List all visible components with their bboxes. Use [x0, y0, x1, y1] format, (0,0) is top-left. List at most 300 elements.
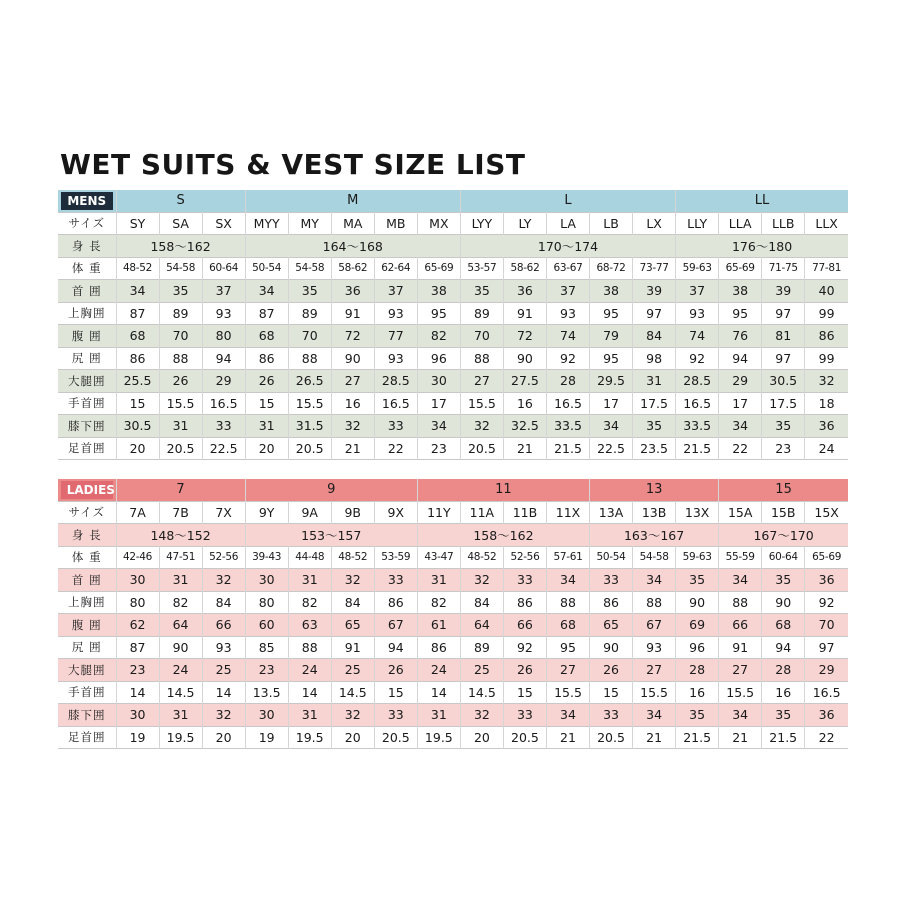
size-code: LB: [590, 212, 633, 235]
measurement-value: 16: [762, 681, 805, 704]
measurement-value: 57-61: [546, 546, 589, 569]
measurement-row: [58, 591, 848, 614]
measurement-value: 32: [805, 370, 848, 393]
measurement-value: 40: [805, 280, 848, 303]
size-code: LLA: [719, 212, 762, 235]
height-range: 170～174: [460, 235, 675, 258]
measurement-value: 91: [331, 636, 374, 659]
measurement-value: 38: [590, 280, 633, 303]
measurement-value: 99: [805, 302, 848, 325]
measurement-value: 88: [288, 347, 331, 370]
measurement-value: 95: [417, 302, 460, 325]
measurement-value: 31: [417, 569, 460, 592]
measurement-value: 20.5: [460, 437, 503, 460]
measurement-value: 15: [590, 681, 633, 704]
measurement-value: 93: [202, 636, 245, 659]
row-label: 首 囲: [58, 569, 116, 592]
measurement-value: 15: [116, 392, 159, 415]
measurement-value: 97: [633, 302, 676, 325]
measurement-value: 64: [460, 614, 503, 637]
measurement-value: 28: [676, 659, 719, 682]
measurement-value: 16: [503, 392, 546, 415]
measurement-value: 34: [719, 704, 762, 727]
measurement-value: 20: [245, 437, 288, 460]
measurement-value: 30.5: [116, 415, 159, 438]
size-code-row: [58, 501, 848, 524]
measurement-value: 67: [633, 614, 676, 637]
measurement-value: 31: [245, 415, 288, 438]
measurement-value: 24: [288, 659, 331, 682]
measurement-value: 87: [245, 302, 288, 325]
measurement-value: 32: [202, 569, 245, 592]
size-group-header: L: [460, 190, 675, 212]
height-range: 176～180: [676, 235, 848, 258]
measurement-value: 66: [719, 614, 762, 637]
measurement-value: 21.5: [546, 437, 589, 460]
measurement-value: 89: [460, 302, 503, 325]
size-code: 15X: [805, 501, 848, 524]
measurement-value: 82: [417, 325, 460, 348]
measurement-value: 82: [288, 591, 331, 614]
size-group-row: [58, 190, 848, 212]
measurement-value: 36: [503, 280, 546, 303]
size-code: LY: [503, 212, 546, 235]
measurement-value: 54-58: [288, 257, 331, 280]
size-group-header: 7: [116, 479, 245, 501]
measurement-value: 37: [546, 280, 589, 303]
measurement-value: 26: [374, 659, 417, 682]
measurement-value: 21: [719, 726, 762, 749]
measurement-value: 37: [676, 280, 719, 303]
measurement-row: [58, 415, 848, 438]
measurement-value: 33: [590, 704, 633, 727]
measurement-value: 93: [202, 302, 245, 325]
measurement-value: 19: [245, 726, 288, 749]
size-code: 7A: [116, 501, 159, 524]
measurement-value: 62-64: [374, 257, 417, 280]
size-code: SX: [202, 212, 245, 235]
size-code: SY: [116, 212, 159, 235]
measurement-value: 88: [288, 636, 331, 659]
row-label: 上胸囲: [68, 306, 106, 321]
measurement-value: 95: [590, 302, 633, 325]
measurement-value: 82: [417, 591, 460, 614]
measurement-value: 38: [417, 280, 460, 303]
measurement-value: 29: [719, 370, 762, 393]
size-code: 7B: [159, 501, 202, 524]
row-label: 大腿囲: [58, 370, 116, 393]
measurement-value: 15: [503, 681, 546, 704]
measurement-value: 26: [503, 659, 546, 682]
measurement-value: 36: [805, 704, 848, 727]
size-group-header: M: [245, 190, 460, 212]
measurement-value: 35: [460, 280, 503, 303]
height-row: [58, 235, 848, 258]
measurement-value: 84: [331, 591, 374, 614]
measurement-value: 17: [417, 392, 460, 415]
measurement-value: 25.5: [116, 370, 159, 393]
measurement-row: [58, 302, 848, 325]
measurement-value: 65-69: [417, 257, 460, 280]
measurement-value: 94: [374, 636, 417, 659]
measurement-value: 52-56: [503, 546, 546, 569]
measurement-value: 88: [719, 591, 762, 614]
size-code: SA: [159, 212, 202, 235]
measurement-value: 39: [633, 280, 676, 303]
measurement-row: [58, 704, 848, 727]
measurement-value: 65-69: [805, 546, 848, 569]
measurement-value: 84: [633, 325, 676, 348]
measurement-value: 92: [503, 636, 546, 659]
measurement-value: 69: [676, 614, 719, 637]
measurement-row: [58, 392, 848, 415]
measurement-value: 34: [633, 569, 676, 592]
measurement-value: 86: [417, 636, 460, 659]
measurement-value: 23: [417, 437, 460, 460]
measurement-value: 88: [460, 347, 503, 370]
measurement-row: [58, 569, 848, 592]
measurement-value: 37: [374, 280, 417, 303]
measurement-value: 36: [805, 415, 848, 438]
measurement-value: 34: [633, 704, 676, 727]
measurement-value: 22.5: [202, 437, 245, 460]
measurement-row: [58, 437, 848, 460]
size-code: 11B: [503, 501, 546, 524]
measurement-value: 22: [805, 726, 848, 749]
measurement-value: 92: [805, 591, 848, 614]
measurement-value: 65: [590, 614, 633, 637]
measurement-row: [58, 546, 848, 569]
measurement-value: 61: [417, 614, 460, 637]
size-code: 13X: [676, 501, 719, 524]
measurement-value: 32: [202, 704, 245, 727]
measurement-value: 30: [245, 569, 288, 592]
measurement-value: 33.5: [546, 415, 589, 438]
measurement-value: 24: [159, 659, 202, 682]
measurement-value: 93: [374, 302, 417, 325]
measurement-value: 86: [805, 325, 848, 348]
measurement-value: 28: [762, 659, 805, 682]
measurement-value: 19.5: [159, 726, 202, 749]
measurement-value: 50-54: [590, 546, 633, 569]
measurement-value: 37: [202, 280, 245, 303]
measurement-value: 66: [202, 614, 245, 637]
measurement-value: 20.5: [288, 437, 331, 460]
measurement-value: 20: [460, 726, 503, 749]
measurement-value: 16: [331, 392, 374, 415]
measurement-value: 33: [202, 415, 245, 438]
measurement-value: 35: [288, 280, 331, 303]
measurement-value: 33: [503, 569, 546, 592]
measurement-value: 21: [331, 437, 374, 460]
measurement-value: 25: [460, 659, 503, 682]
measurement-value: 94: [719, 347, 762, 370]
measurement-value: 68: [546, 614, 589, 637]
measurement-value: 86: [503, 591, 546, 614]
ladies-section-badge: LADIES: [61, 481, 113, 499]
size-code: 9A: [288, 501, 331, 524]
measurement-row: [58, 347, 848, 370]
measurement-value: 34: [245, 280, 288, 303]
measurement-value: 23.5: [633, 437, 676, 460]
measurement-value: 23: [245, 659, 288, 682]
measurement-value: 26.5: [288, 370, 331, 393]
measurement-value: 94: [762, 636, 805, 659]
measurement-value: 22.5: [590, 437, 633, 460]
measurement-value: 96: [676, 636, 719, 659]
size-code: 13A: [590, 501, 633, 524]
measurement-value: 91: [503, 302, 546, 325]
measurement-value: 58-62: [331, 257, 374, 280]
measurement-value: 23: [762, 437, 805, 460]
row-label: 身 長: [58, 235, 116, 258]
measurement-value: 14: [202, 681, 245, 704]
measurement-value: 90: [159, 636, 202, 659]
measurement-value: 84: [202, 591, 245, 614]
measurement-value: 60-64: [202, 257, 245, 280]
size-code: 15A: [719, 501, 762, 524]
page-title: WET SUITS & VEST SIZE LIST: [60, 148, 526, 181]
size-code: MA: [331, 212, 374, 235]
measurement-value: 74: [546, 325, 589, 348]
measurement-value: 95: [719, 302, 762, 325]
row-label: 尻 囲: [71, 640, 102, 655]
measurement-value: 68: [762, 614, 805, 637]
measurement-value: 21.5: [676, 726, 719, 749]
measurement-value: 63-67: [546, 257, 589, 280]
size-code: 9B: [331, 501, 374, 524]
size-code: LA: [546, 212, 589, 235]
measurement-value: 97: [762, 302, 805, 325]
measurement-value: 15.5: [288, 392, 331, 415]
row-label: 大腿囲: [58, 659, 116, 682]
measurement-value: 35: [159, 280, 202, 303]
row-label: 手首囲: [68, 685, 106, 700]
size-code: LLY: [676, 212, 719, 235]
measurement-value: 91: [719, 636, 762, 659]
measurement-value: 72: [331, 325, 374, 348]
measurement-value: 82: [159, 591, 202, 614]
height-range: 167～170: [719, 524, 848, 547]
measurement-value: 77-81: [805, 257, 848, 280]
measurement-value: 47-51: [159, 546, 202, 569]
size-group-row: [58, 479, 848, 501]
measurement-row: [58, 370, 848, 393]
measurement-value: 30.5: [762, 370, 805, 393]
measurement-value: 58-62: [503, 257, 546, 280]
measurement-value: 21: [503, 437, 546, 460]
measurement-value: 97: [762, 347, 805, 370]
measurement-value: 86: [245, 347, 288, 370]
measurement-row: [58, 636, 848, 659]
size-code-row: [58, 212, 848, 235]
measurement-value: 22: [719, 437, 762, 460]
measurement-value: 14.5: [460, 681, 503, 704]
measurement-value: 87: [116, 636, 159, 659]
measurement-value: 89: [460, 636, 503, 659]
measurement-value: 14: [417, 681, 460, 704]
measurement-value: 15: [245, 392, 288, 415]
measurement-value: 90: [762, 591, 805, 614]
row-label: 首 囲: [58, 280, 116, 303]
row-label: 腹 囲: [58, 614, 116, 637]
measurement-value: 15.5: [159, 392, 202, 415]
measurement-value: 92: [546, 347, 589, 370]
size-code: 9Y: [245, 501, 288, 524]
measurement-value: 93: [546, 302, 589, 325]
height-row: [58, 524, 848, 547]
measurement-value: 17: [719, 392, 762, 415]
measurement-value: 97: [805, 636, 848, 659]
measurement-value: 93: [374, 347, 417, 370]
size-code: LYY: [460, 212, 503, 235]
size-code: 13B: [633, 501, 676, 524]
measurement-value: 53-59: [374, 546, 417, 569]
size-code: LX: [633, 212, 676, 235]
size-code: 9X: [374, 501, 417, 524]
row-label: 膝下囲: [58, 415, 116, 438]
measurement-value: 68: [116, 325, 159, 348]
measurement-value: 90: [331, 347, 374, 370]
measurement-value: 74: [676, 325, 719, 348]
measurement-value: 50-54: [245, 257, 288, 280]
measurement-row: [58, 257, 848, 280]
measurement-value: 23: [116, 659, 159, 682]
measurement-value: 35: [762, 569, 805, 592]
measurement-value: 31: [288, 704, 331, 727]
size-code: MB: [374, 212, 417, 235]
mens-section-badge: MENS: [61, 192, 113, 210]
measurement-value: 76: [719, 325, 762, 348]
measurement-value: 27: [719, 659, 762, 682]
measurement-value: 26: [590, 659, 633, 682]
measurement-value: 71-75: [762, 257, 805, 280]
measurement-value: 88: [159, 347, 202, 370]
measurement-value: 24: [417, 659, 460, 682]
measurement-value: 27.5: [503, 370, 546, 393]
size-code: 7X: [202, 501, 245, 524]
measurement-value: 32: [331, 704, 374, 727]
measurement-value: 16.5: [805, 681, 848, 704]
measurement-value: 79: [590, 325, 633, 348]
measurement-value: 90: [676, 591, 719, 614]
size-group-header: S: [116, 190, 245, 212]
measurement-value: 16.5: [676, 392, 719, 415]
measurement-value: 90: [503, 347, 546, 370]
measurement-value: 31: [159, 415, 202, 438]
measurement-value: 29: [202, 370, 245, 393]
height-range: 163～167: [590, 524, 719, 547]
measurement-value: 33: [503, 704, 546, 727]
measurement-row: [58, 325, 848, 348]
size-code: 11Y: [417, 501, 460, 524]
measurement-value: 32.5: [503, 415, 546, 438]
measurement-value: 18: [805, 392, 848, 415]
measurement-value: 29: [805, 659, 848, 682]
measurement-value: 96: [417, 347, 460, 370]
height-range: 153～157: [245, 524, 417, 547]
measurement-value: 25: [331, 659, 374, 682]
measurement-value: 36: [805, 569, 848, 592]
height-range: 164～168: [245, 235, 460, 258]
measurement-value: 48-52: [116, 257, 159, 280]
measurement-value: 33: [374, 569, 417, 592]
measurement-value: 88: [633, 591, 676, 614]
size-group-header: 13: [590, 479, 719, 501]
measurement-value: 39: [762, 280, 805, 303]
measurement-value: 84: [460, 591, 503, 614]
measurement-value: 20.5: [503, 726, 546, 749]
measurement-value: 55-59: [719, 546, 762, 569]
measurement-value: 27: [546, 659, 589, 682]
measurement-value: 26: [245, 370, 288, 393]
measurement-value: 67: [374, 614, 417, 637]
row-label: 手首囲: [68, 396, 106, 411]
measurement-value: 73-77: [633, 257, 676, 280]
measurement-value: 21.5: [762, 726, 805, 749]
measurement-value: 32: [460, 704, 503, 727]
measurement-value: 14.5: [159, 681, 202, 704]
size-code: MY: [288, 212, 331, 235]
measurement-value: 35: [762, 415, 805, 438]
measurement-value: 16: [676, 681, 719, 704]
measurement-value: 63: [288, 614, 331, 637]
measurement-value: 64: [159, 614, 202, 637]
measurement-value: 20: [202, 726, 245, 749]
measurement-value: 30: [116, 704, 159, 727]
measurement-value: 34: [417, 415, 460, 438]
measurement-value: 42-46: [116, 546, 159, 569]
section-label-cell: [58, 190, 116, 212]
row-label: サイズ: [68, 216, 106, 231]
measurement-value: 31: [633, 370, 676, 393]
measurement-value: 48-52: [331, 546, 374, 569]
measurement-value: 15.5: [546, 681, 589, 704]
measurement-value: 70: [460, 325, 503, 348]
measurement-value: 33: [374, 415, 417, 438]
row-label: 体 重: [71, 261, 102, 276]
measurement-value: 15: [374, 681, 417, 704]
measurement-value: 35: [762, 704, 805, 727]
measurement-value: 19.5: [417, 726, 460, 749]
measurement-value: 93: [633, 636, 676, 659]
measurement-value: 27: [460, 370, 503, 393]
row-label: 足首囲: [68, 441, 106, 456]
row-label: 膝下囲: [58, 704, 116, 727]
measurement-value: 20.5: [590, 726, 633, 749]
measurement-value: 85: [245, 636, 288, 659]
measurement-value: 32: [331, 415, 374, 438]
measurement-row: [58, 280, 848, 303]
measurement-value: 14.5: [331, 681, 374, 704]
measurement-value: 72: [503, 325, 546, 348]
measurement-value: 91: [331, 302, 374, 325]
measurement-value: 14: [288, 681, 331, 704]
measurement-value: 35: [676, 704, 719, 727]
measurement-value: 15.5: [633, 681, 676, 704]
row-label: サイズ: [68, 505, 106, 520]
measurement-value: 34: [546, 569, 589, 592]
measurement-value: 20.5: [374, 726, 417, 749]
row-label: 足首囲: [68, 730, 106, 745]
measurement-value: 89: [288, 302, 331, 325]
size-code: 15B: [762, 501, 805, 524]
measurement-value: 17.5: [762, 392, 805, 415]
measurement-value: 70: [159, 325, 202, 348]
measurement-value: 60-64: [762, 546, 805, 569]
measurement-value: 38: [719, 280, 762, 303]
measurement-value: 16.5: [202, 392, 245, 415]
